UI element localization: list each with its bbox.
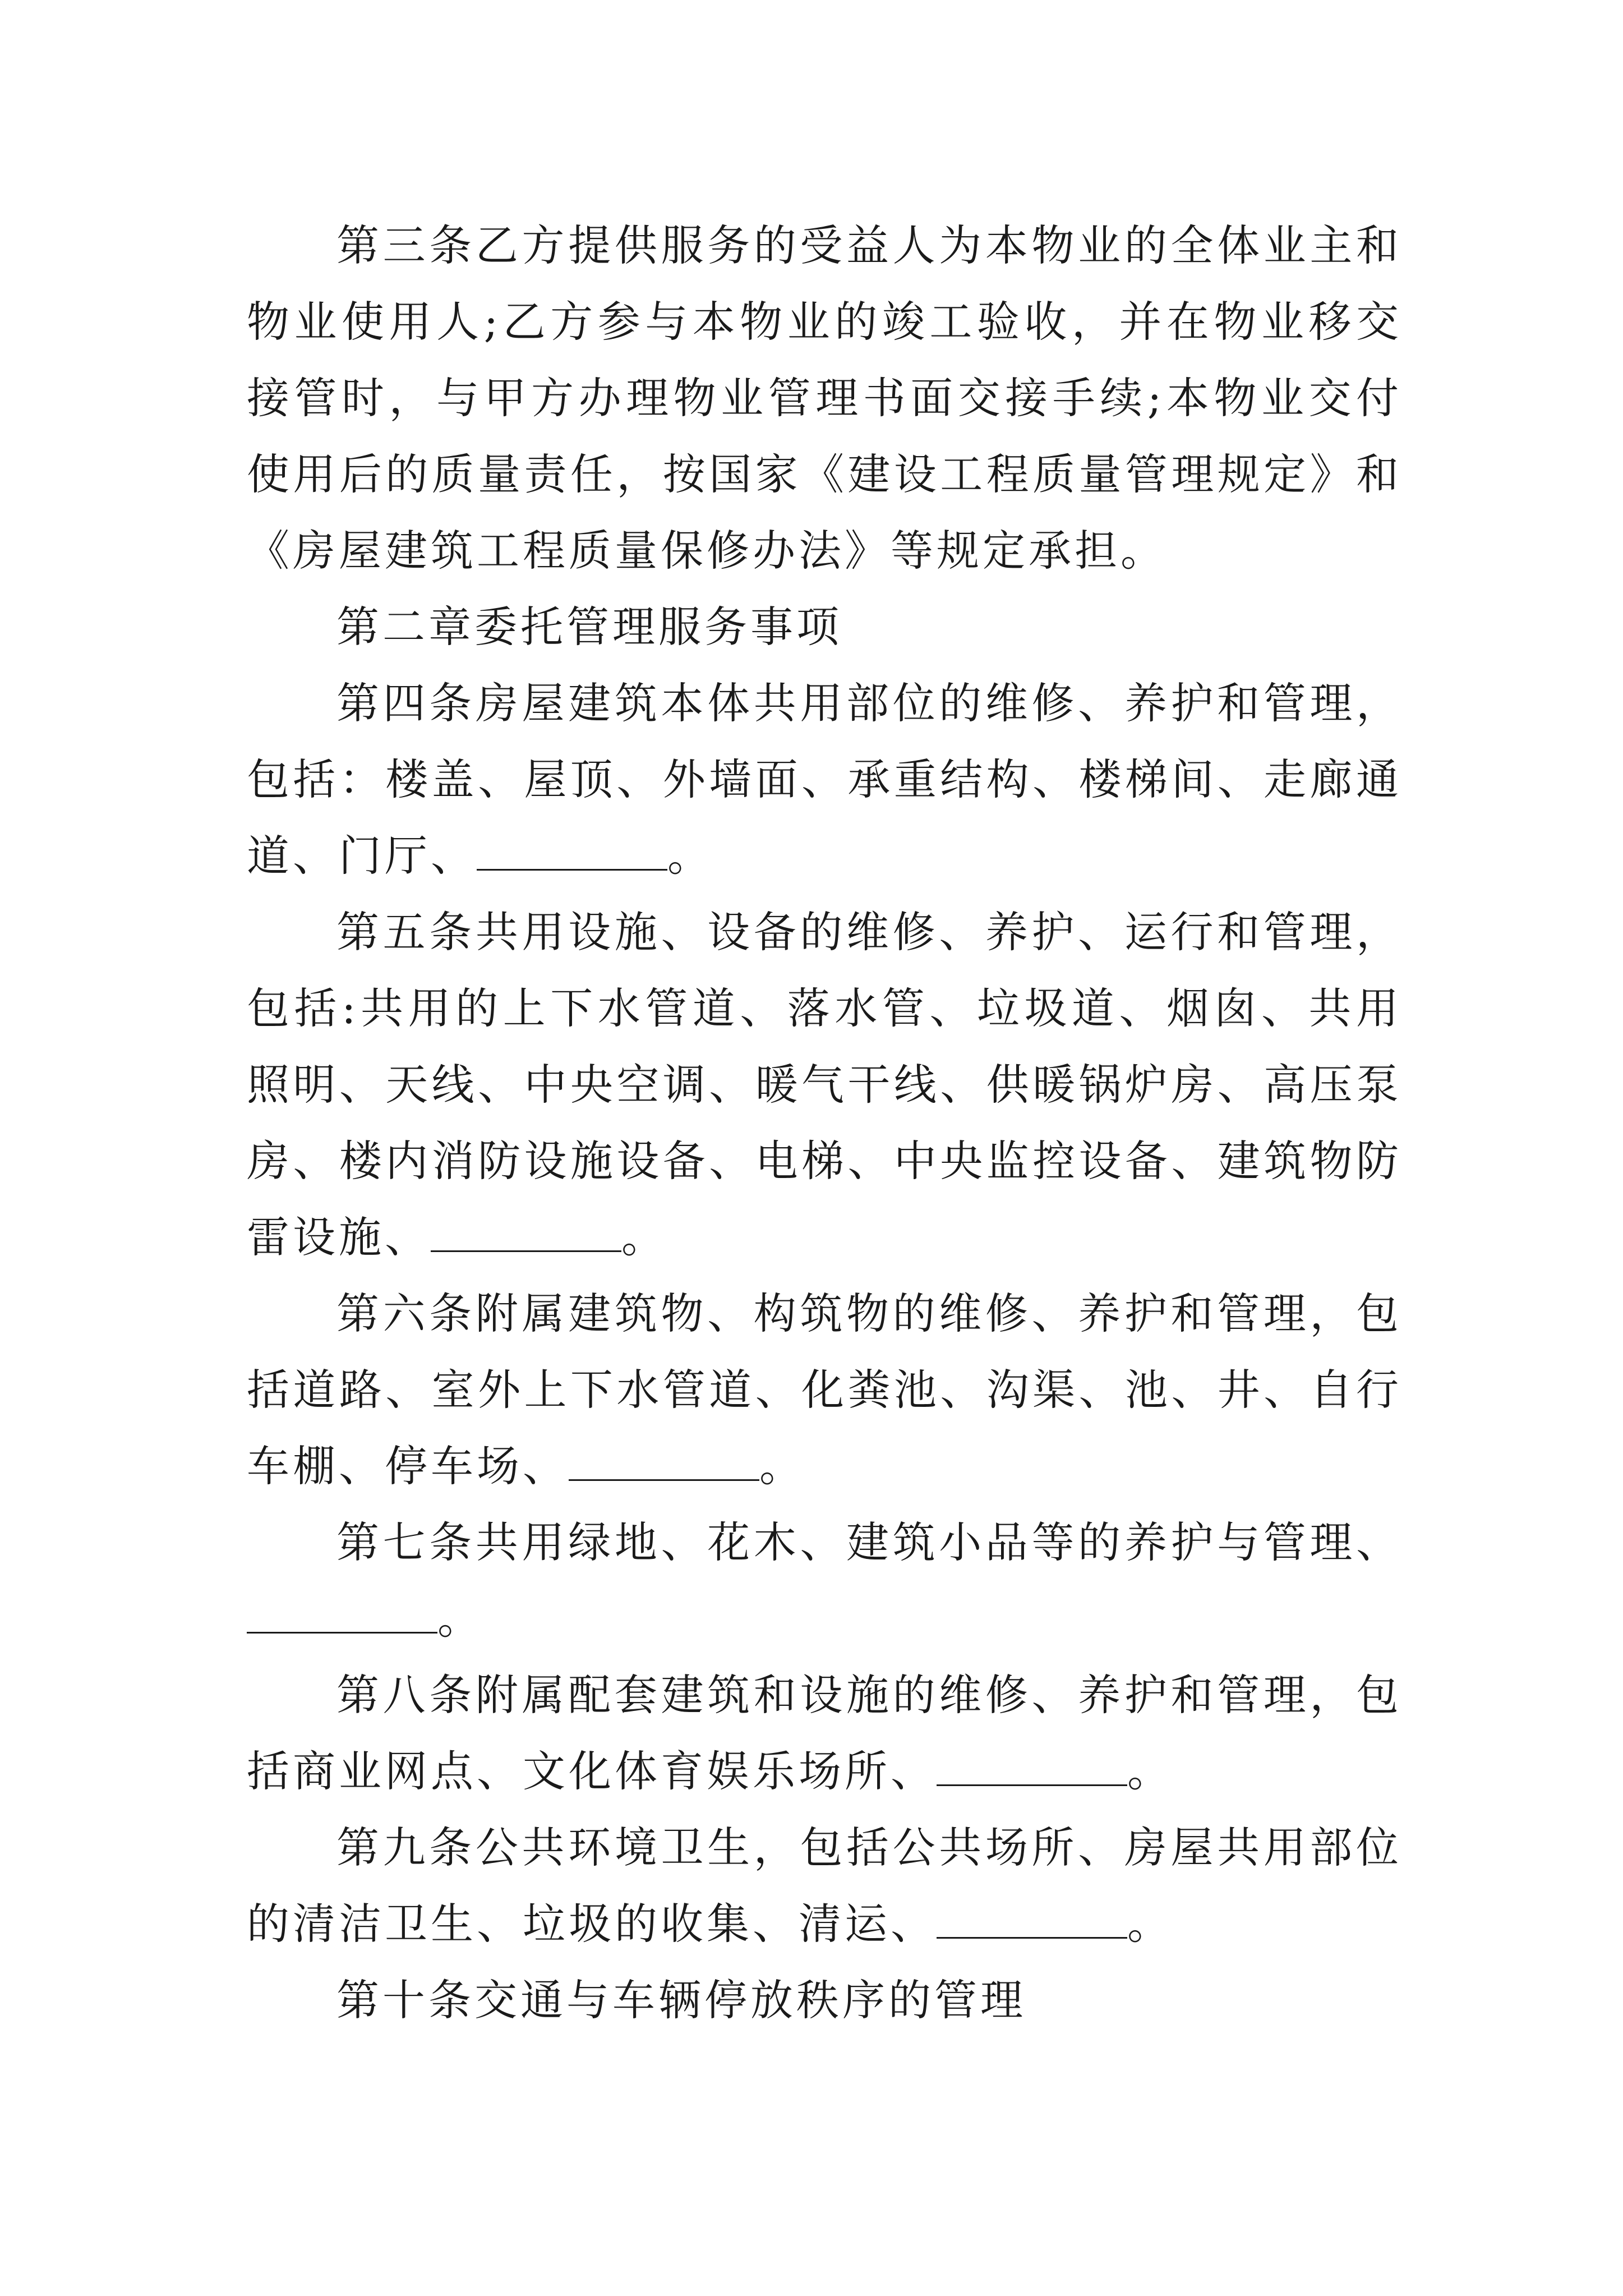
article-8-text: 第八条附属配套建筑和设施的维修、养护和管理，包括商业网点、文化体育娱乐场所、	[247, 1670, 1402, 1796]
fill-in-blank	[937, 1745, 1127, 1786]
article-6	[247, 1276, 1402, 1504]
article-7	[247, 1504, 1402, 1657]
article-4-text: 第四条房屋建筑本体共用部位的维修、养护和管理，包括：楼盖、屋顶、外墙面、承重结构、楼梯间、走廊通道、门厅、	[247, 678, 1402, 881]
article-9-text: 第九条公共环境卫生，包括公共场所、房屋共用部位的清洁卫生、垃圾的收集、清运、	[247, 1823, 1402, 1949]
article-6-suffix: 。	[759, 1441, 805, 1491]
article-5-suffix: 。	[621, 1212, 667, 1262]
fill-in-blank	[247, 1593, 437, 1634]
article-5	[247, 894, 1402, 1276]
fill-in-blank	[431, 1211, 621, 1252]
article-4	[247, 665, 1402, 894]
article-5-text: 第五条共用设施、设备的维修、养护、运行和管理，包括:共用的上下水管道、落水管、垃圾道、烟囱、共用照明、天线、中央空调、暖气干线、供暖锅炉房、高压泵房、楼内消防设施设备、电梯、中央监控设备、建筑物防雷设施、	[247, 907, 1402, 1262]
article-3	[247, 208, 1402, 589]
chapter-2-heading	[247, 589, 1402, 665]
article-7-text: 第七条共用绿地、花木、建筑小品等的养护与管理、	[336, 1517, 1402, 1567]
fill-in-blank	[569, 1440, 759, 1481]
article-8	[247, 1657, 1402, 1810]
article-3-text: 第三条乙方提供服务的受益人为本物业的全体业主和物业使用人;乙方参与本物业的竣工验收，并在物业移交接管时，与甲方办理物业管理书面交接手续;本物业交付使用后的质量责任，按国家《建设工程质量管理规定》和《房屋建筑工程质量保修办法》等规定承担。	[247, 220, 1402, 576]
fill-in-blank	[937, 1898, 1127, 1939]
article-6-text: 第六条附属建筑物、构筑物的维修、养护和管理，包括道路、室外上下水管道、化粪池、沟渠、池、井、自行车棚、停车场、	[247, 1289, 1402, 1491]
fill-in-blank	[477, 830, 667, 871]
document-body	[247, 208, 1402, 2039]
article-9-suffix: 。	[1127, 1899, 1173, 1949]
article-10	[247, 1962, 1402, 2039]
article-4-suffix: 。	[667, 831, 713, 881]
article-7-suffix: 。	[437, 1594, 483, 1644]
article-10-text: 第十条交通与车辆停放秩序的管理	[336, 1975, 1026, 2025]
chapter-2-text: 第二章委托管理服务事项	[336, 602, 842, 652]
article-8-suffix: 。	[1127, 1746, 1173, 1796]
article-9	[247, 1810, 1402, 1962]
